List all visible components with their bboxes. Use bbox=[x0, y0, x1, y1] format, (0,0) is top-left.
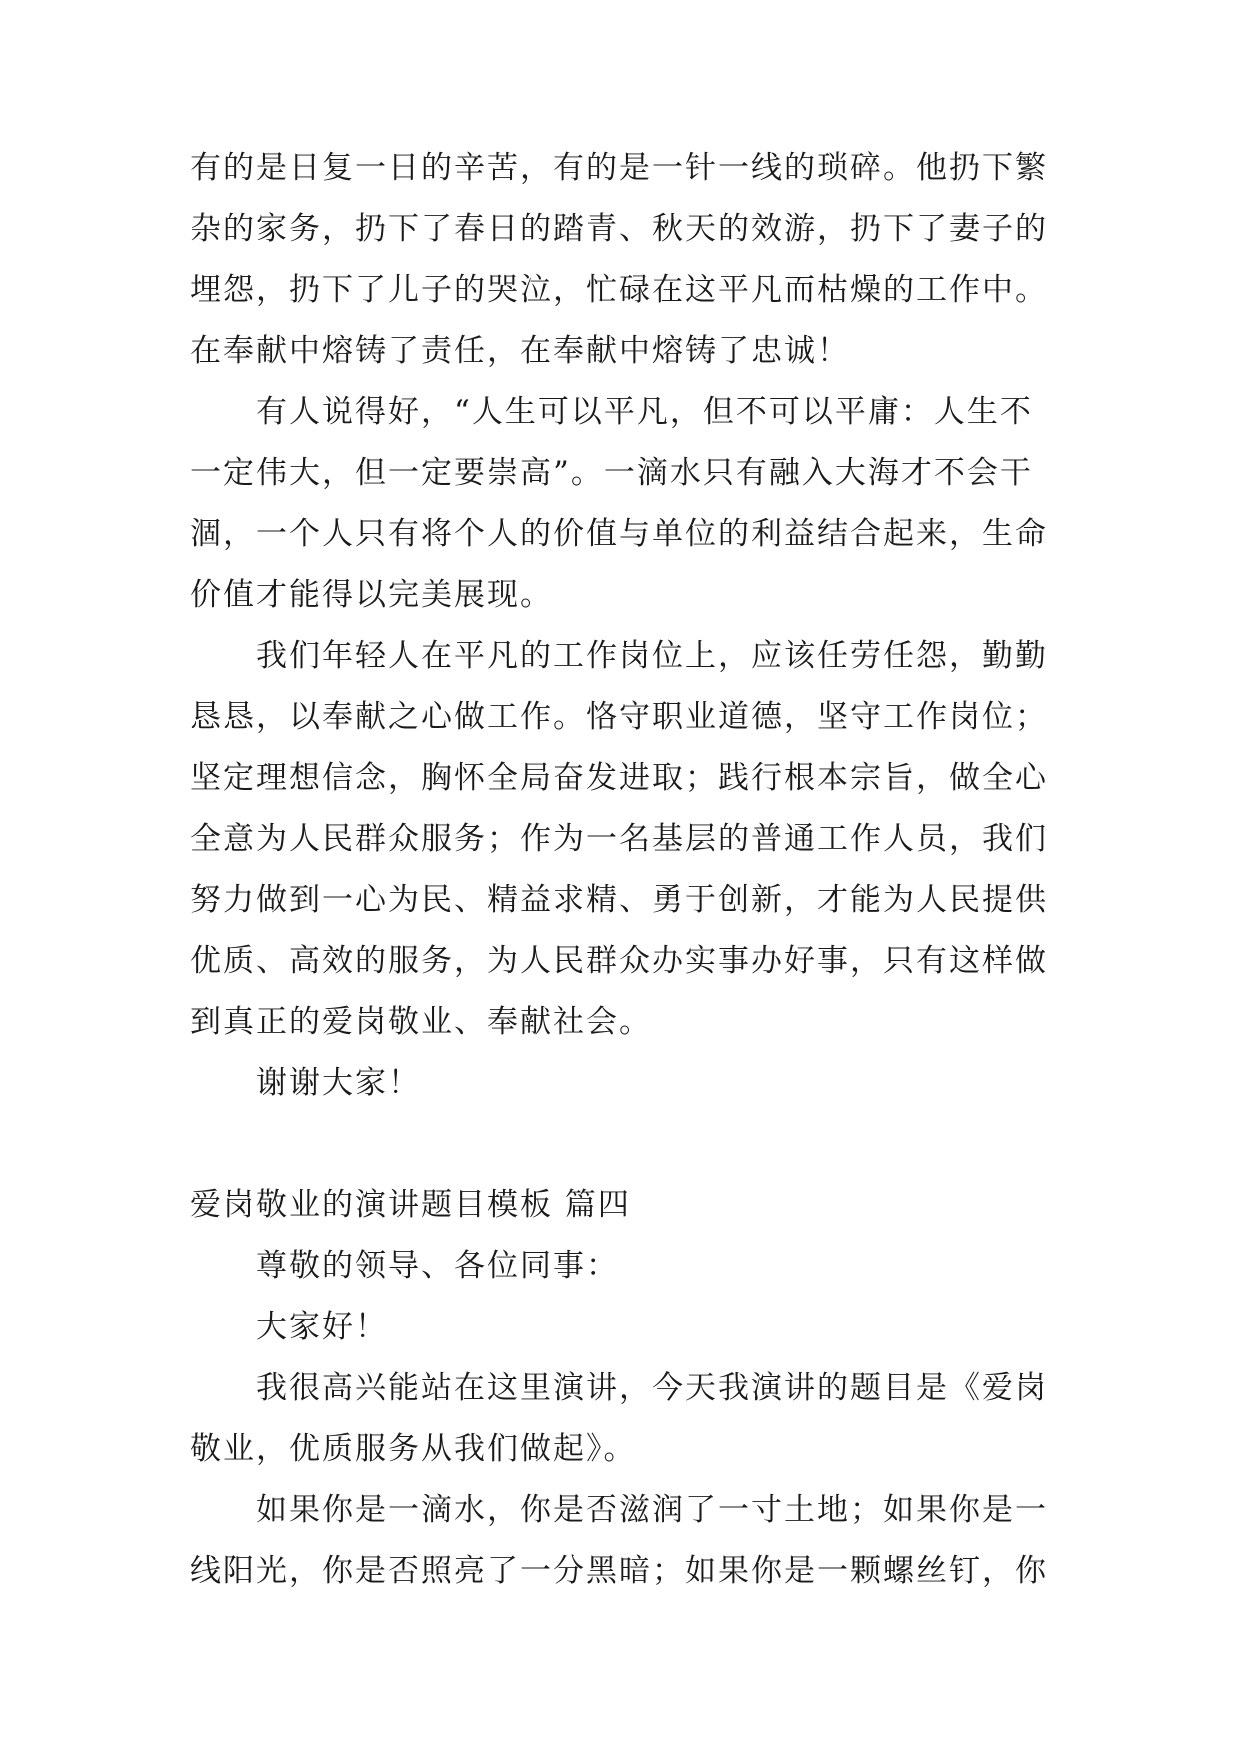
paragraph-first-line: 我很高兴能站在这里演讲，今天我演讲的题目是《爱岗 bbox=[256, 1370, 1048, 1406]
salutation-line: 尊敬的领导、各位同事： bbox=[256, 1248, 619, 1284]
paragraph-first-line: 有人说得好，“人生可以平凡，但不可以平庸：人生不 bbox=[256, 394, 1033, 430]
paragraph-first-line: 如果你是一滴水，你是否滋润了一寸土地；如果你是一 bbox=[256, 1492, 1048, 1528]
text-line: 坚定理想信念，胸怀全局奋发进取；践行根本宗旨，做全心 bbox=[190, 760, 1048, 796]
text-line: 在奉献中熔铸了责任，在奉献中熔铸了忠诚！ bbox=[190, 333, 850, 369]
text-line: 恳恳，以奉献之心做工作。恪守职业道德，坚守工作岗位； bbox=[190, 699, 1048, 735]
text-line: 一定伟大，但一定要崇高”。一滴水只有融入大海才不会干 bbox=[190, 455, 1033, 491]
text-line: 价值才能得以完美展现。 bbox=[190, 577, 553, 613]
text-line: 优质、高效的服务，为人民群众办实事办好事，只有这样做 bbox=[190, 943, 1048, 979]
section-spacer bbox=[190, 1114, 1070, 1175]
text-line: 埋怨，扔下了儿子的哭泣，忙碌在这平凡而枯燥的工作中。 bbox=[190, 272, 1048, 308]
text-line: 杂的家务，扔下了春日的踏青、秋天的效游，扔下了妻子的 bbox=[190, 211, 1048, 247]
section-heading: 爱岗敬业的演讲题目模板 篇四 bbox=[190, 1187, 631, 1223]
text-line: 到真正的爱岗敬业、奉献社会。 bbox=[190, 1004, 652, 1040]
text-line: 努力做到一心为民、精益求精、勇于创新，才能为人民提供 bbox=[190, 882, 1048, 918]
text-line: 线阳光，你是否照亮了一分黑暗；如果你是一颗螺丝钉，你 bbox=[190, 1553, 1048, 1589]
body-text bbox=[190, 138, 1070, 1602]
closing-line: 谢谢大家！ bbox=[256, 1065, 421, 1101]
greeting-line: 大家好！ bbox=[256, 1309, 388, 1345]
text-line: 全意为人民群众服务；作为一名基层的普通工作人员，我们 bbox=[190, 821, 1048, 857]
text-line: 有的是日复一日的辛苦，有的是一针一线的琐碎。他扔下繁 bbox=[190, 150, 1048, 186]
text-line: 涸，一个人只有将个人的价值与单位的利益结合起来，生命 bbox=[190, 516, 1048, 552]
text-line: 敬业，优质服务从我们做起》。 bbox=[190, 1431, 637, 1467]
paragraph-first-line: 我们年轻人在平凡的工作岗位上，应该任劳任怨，勤勤 bbox=[256, 638, 1048, 674]
